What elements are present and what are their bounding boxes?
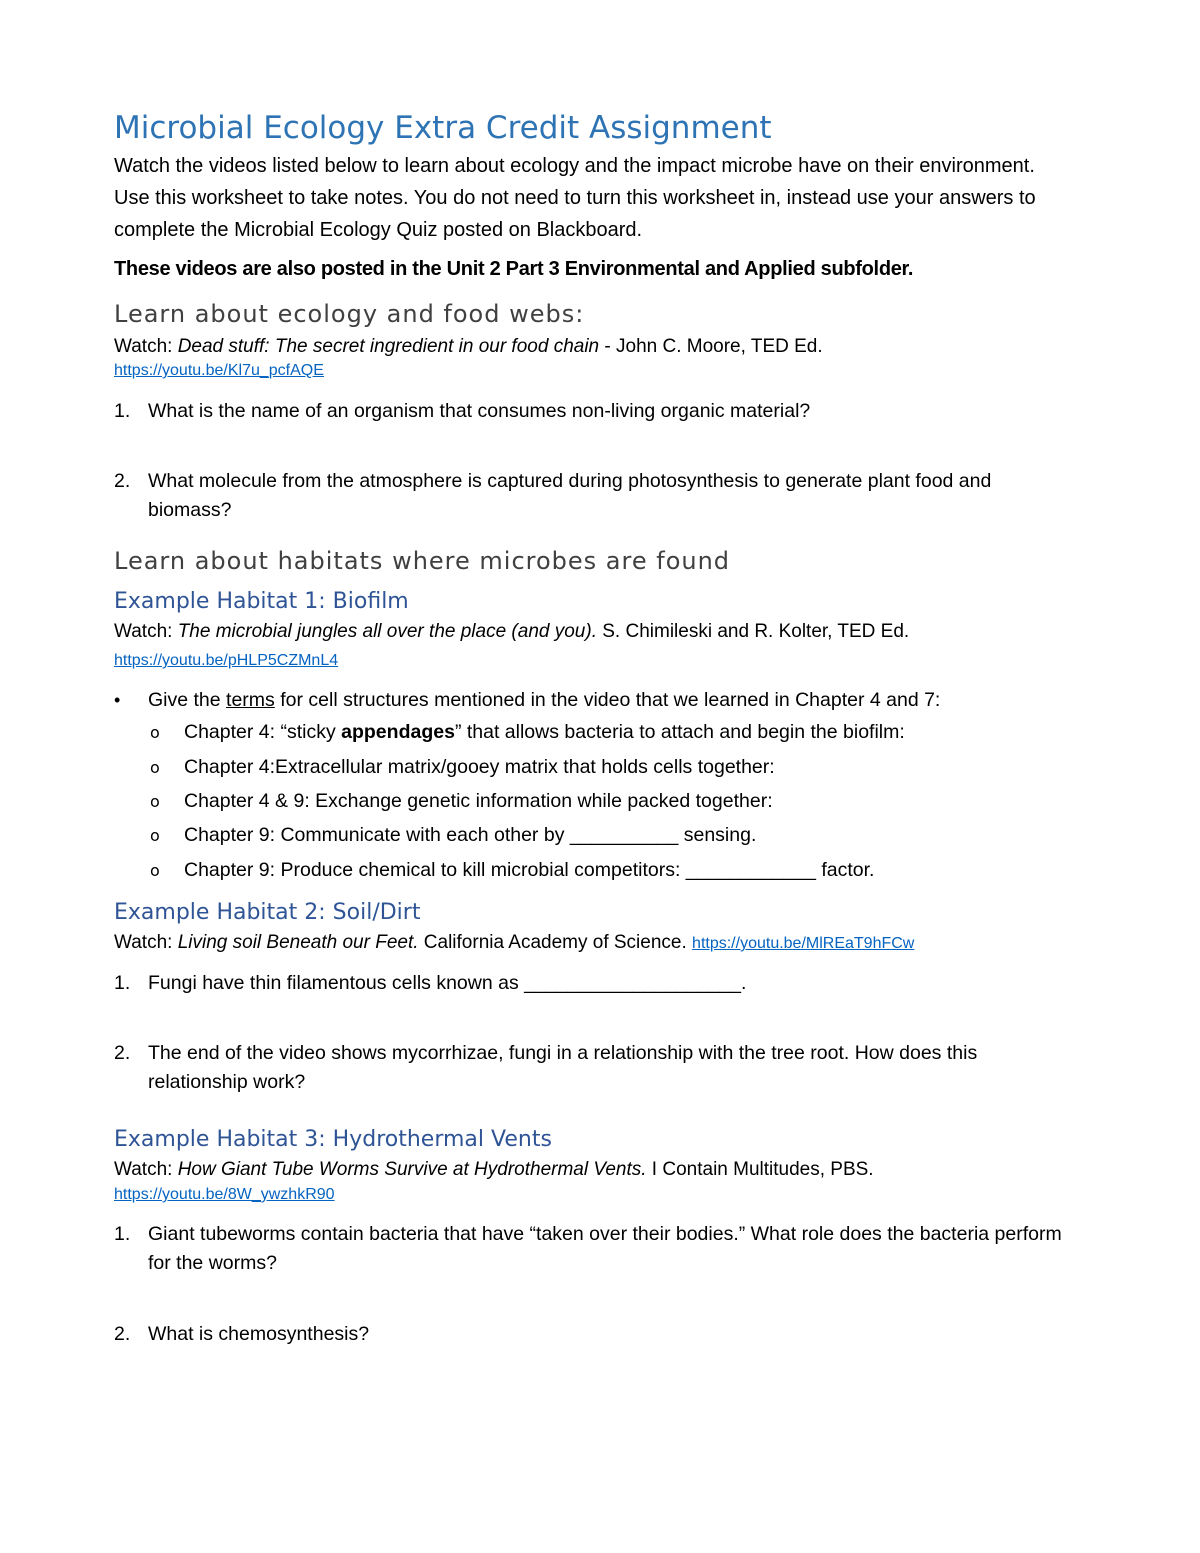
question-number: 2. [114, 1323, 131, 1345]
section-heading-habitats: Learn about habitats where microbes are found [114, 547, 731, 575]
question-text: Giant tubeworms contain bacteria that have “taken over their bodies.” What role does the bacteria perform for the worms? [148, 1223, 1062, 1274]
sub-list-item [150, 753, 775, 782]
video-link-1[interactable]: https://youtu.be/Kl7u_pcfAQE [114, 362, 324, 379]
note-paragraph: These videos are also posted in the Unit 2 Part 3 Environmental and Applied subfolder. [114, 258, 914, 280]
intro-paragraph: Watch the videos listed below to learn about ecology and the impact microbe have on their environment. Use this worksheet to take notes. You do not need to turn this worksheet in, instead use your answers to complete the Microbial Ecology Quiz posted on Blackboard. [114, 155, 1036, 241]
sub-bullet-marker: o [150, 826, 160, 845]
question-number: 1. [114, 972, 131, 994]
video-reference-2 [114, 620, 909, 644]
video-title: Living soil Beneath our Feet. [177, 932, 419, 953]
watch-prefix: Watch: [114, 932, 178, 953]
video-link-3[interactable]: https://youtu.be/MlREaT9hFCw [692, 935, 915, 952]
sub-item-text: Chapter 4:Extracellular matrix/gooey matrix that holds cells together: [184, 756, 775, 778]
sub-item-text [184, 718, 905, 747]
video-credit: California Academy of Science. [418, 932, 693, 953]
video-link-2[interactable]: https://youtu.be/pHLP5CZMnL4 [114, 652, 339, 669]
sub-item-text: Chapter 4 & 9: Exchange genetic information while packed together: [184, 790, 773, 812]
sub-list-item [150, 821, 756, 850]
question-number: 1. [114, 1223, 131, 1245]
video-title: How Giant Tube Worms Survive at Hydrothermal Vents. [177, 1159, 647, 1180]
video-title: The microbial jungles all over the place (and you). [177, 621, 597, 642]
question-item [114, 467, 1079, 525]
sub-bullet-marker: o [150, 861, 160, 880]
bullet-text-underlined: terms [226, 689, 275, 711]
video-credit: I Contain Multitudes, PBS. [646, 1159, 874, 1180]
watch-prefix: Watch: [114, 336, 178, 357]
video-reference-4 [114, 1158, 874, 1182]
sub-item-text-post: ” that allows bacteria to attach and begin the biofilm: [454, 721, 905, 743]
question-item [114, 1039, 1079, 1097]
sub-bullet-marker: o [150, 792, 160, 811]
bullet-text-pre: Give the [148, 689, 227, 711]
document-title: Microbial Ecology Extra Credit Assignment [114, 110, 772, 146]
sub-item-text-pre: Chapter 4: “sticky [184, 721, 342, 743]
bullet-text-post: for cell structures mentioned in the video that we learned in Chapter 4 and 7: [274, 689, 941, 711]
section-heading-ecology: Learn about ecology and food webs: [114, 300, 585, 328]
video-reference-1 [114, 335, 823, 359]
question-item [114, 397, 1079, 426]
question-item [114, 1220, 1079, 1278]
bullet-marker: • [114, 690, 121, 710]
question-text: Fungi have thin filamentous cells known as ____________________. [148, 972, 747, 994]
video-title: Dead stuff: The secret ingredient in our food chain [177, 336, 600, 357]
question-text: What molecule from the atmosphere is captured during photosynthesis to generate plant food and biomass? [148, 470, 992, 521]
sub-bullet-marker: o [150, 723, 160, 742]
question-item [114, 1320, 1079, 1349]
question-number: 2. [114, 1042, 131, 1064]
watch-prefix: Watch: [114, 621, 178, 642]
video-reference-3 [114, 931, 914, 956]
habitat-heading-vents: Example Habitat 3: Hydrothermal Vents [114, 1127, 552, 1152]
bullet-text [148, 686, 1079, 715]
sub-item-text-bold: appendages [341, 721, 455, 743]
sub-list-item [150, 718, 905, 747]
sub-list-item [150, 856, 874, 885]
question-text: The end of the video shows mycorrhizae, fungi in a relationship with the tree root. How does this relationship work? [148, 1042, 978, 1093]
habitat-heading-soil: Example Habitat 2: Soil/Dirt [114, 900, 421, 925]
question-item [114, 969, 1079, 998]
question-number: 2. [114, 470, 131, 492]
watch-prefix: Watch: [114, 1159, 178, 1180]
question-text: What is the name of an organism that consumes non-living organic material? [148, 400, 811, 422]
video-credit: S. Chimileski and R. Kolter, TED Ed. [596, 621, 910, 642]
sub-list-item [150, 787, 773, 816]
sub-item-text: Chapter 9: Produce chemical to kill microbial competitors: ____________ factor. [184, 859, 875, 881]
video-credit: - John C. Moore, TED Ed. [599, 336, 823, 357]
habitat-heading-biofilm: Example Habitat 1: Biofilm [114, 589, 409, 614]
video-link-4[interactable]: https://youtu.be/8W_ywzhkR90 [114, 1186, 335, 1203]
sub-item-text: Chapter 9: Communicate with each other by __________ sensing. [184, 824, 757, 846]
bullet-item [114, 686, 1079, 715]
question-text: What is chemosynthesis? [148, 1323, 370, 1345]
sub-bullet-marker: o [150, 758, 160, 777]
question-number: 1. [114, 400, 131, 422]
